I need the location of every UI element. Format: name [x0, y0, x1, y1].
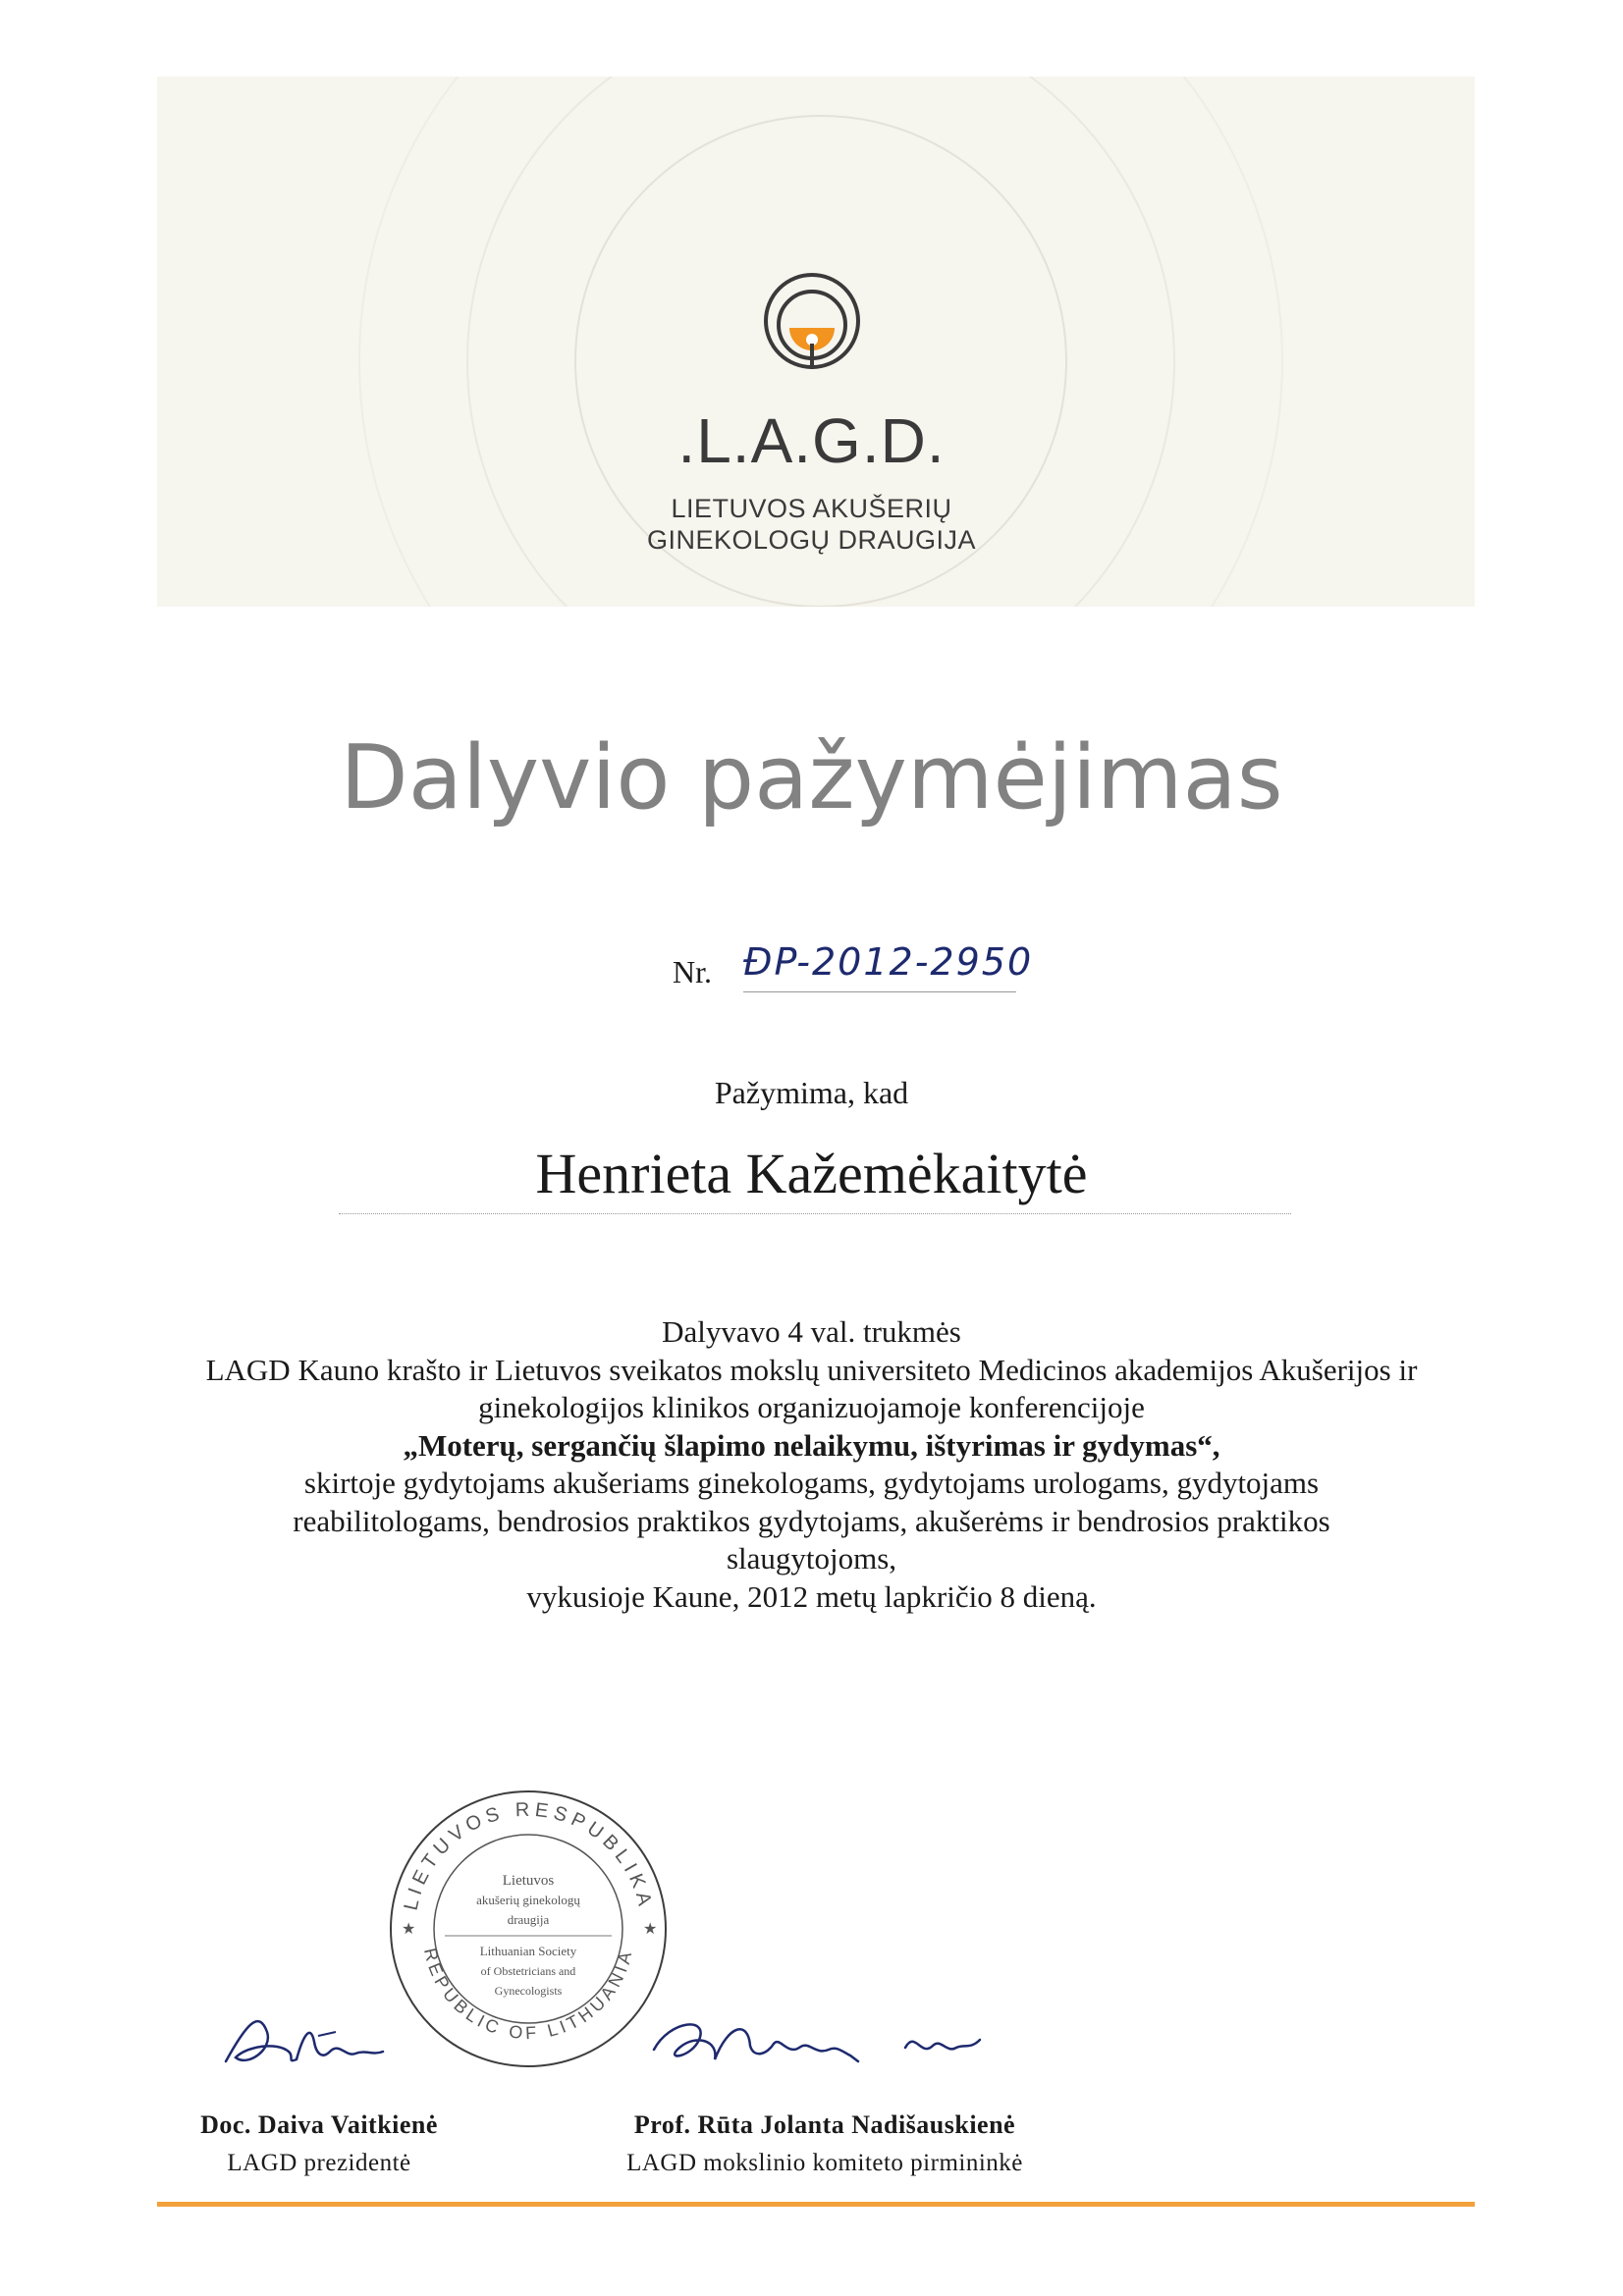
conference-title: „Moterų, sergančių šlapimo nelaikymu, ištyrimas ir gydymas“, [403, 1427, 1220, 1463]
seal-inner-text: Lithuanian Society [479, 1944, 577, 1958]
body-line: Dalyvavo 4 val. trukmės [662, 1314, 961, 1349]
body-line: reabilitologams, bendrosios praktikos gydytojams, akušerėms ir bendrosios praktikos [293, 1503, 1330, 1538]
recipient-name: Henrieta Kažemėkaitytė [535, 1142, 1088, 1205]
seal-outer-bottom-text: REPUBLIC OF LITHUANIA [420, 1946, 636, 2044]
svg-text:★: ★ [643, 1921, 658, 1938]
body-line: skirtoje gydytojams akušeriams ginekologams, gydytojams urologams, gydytojams [303, 1466, 1320, 1500]
signatory-role: LAGD prezidentė [227, 2150, 411, 2176]
certify-text: Pažymima, kad [714, 1075, 909, 1110]
certificate-number [673, 940, 1046, 999]
signature-vaitkiene [208, 2002, 405, 2081]
organization-name-line1: LIETUVOS AKUŠERIŲ [671, 494, 952, 523]
signatory-name: Prof. Rūta Jolanta Nadišauskienė [633, 2110, 1016, 2139]
number-value: ĐP-2012-2950 [743, 940, 1034, 984]
number-label: Nr. [673, 954, 712, 989]
lagd-logo-icon [762, 267, 862, 375]
seal-inner-text: akušerių ginekologų [476, 1893, 580, 1907]
official-seal [386, 1787, 671, 2071]
body-line: ginekologijos klinikos organizuojamoje konferencijoje [478, 1390, 1145, 1424]
seal-inner-text: Lietuvos [502, 1873, 555, 1889]
signatory-role: LAGD mokslinio komiteto pirmininkė [626, 2150, 1023, 2176]
certificate-body [147, 1313, 1476, 1616]
seal-inner-text: of Obstetricians and [480, 1964, 576, 1978]
seal-inner-text: Gynecologists [494, 1984, 563, 1998]
organization-name-line2: GINEKOLOGŲ DRAUGIJA [646, 525, 977, 555]
recipient-underline [339, 1213, 1291, 1214]
number-underline [743, 991, 1016, 992]
body-line: LAGD Kauno krašto ir Lietuvos sveikatos mokslų universiteto Medicinos akademijos Akušerijos ir [205, 1352, 1418, 1387]
organization-abbreviation: .L.A.G.D. [677, 405, 946, 476]
seal-inner-text: draugija [507, 1912, 550, 1927]
svg-text:★: ★ [402, 1921, 416, 1938]
signature-nadisauskiene [640, 2001, 1013, 2089]
certificate-title: Dalyvio pažymėjimas [340, 726, 1283, 829]
body-line: slaugytojoms, [726, 1541, 897, 1575]
footer-accent-rule [157, 2202, 1475, 2207]
signatory-name: Doc. Daiva Vaitkienė [200, 2110, 438, 2139]
seal-outer-top-text: LIETUVOS RESPUBLIKA [400, 1798, 657, 1913]
body-line: vykusioje Kaune, 2012 metų lapkričio 8 dieną. [526, 1578, 1097, 1614]
